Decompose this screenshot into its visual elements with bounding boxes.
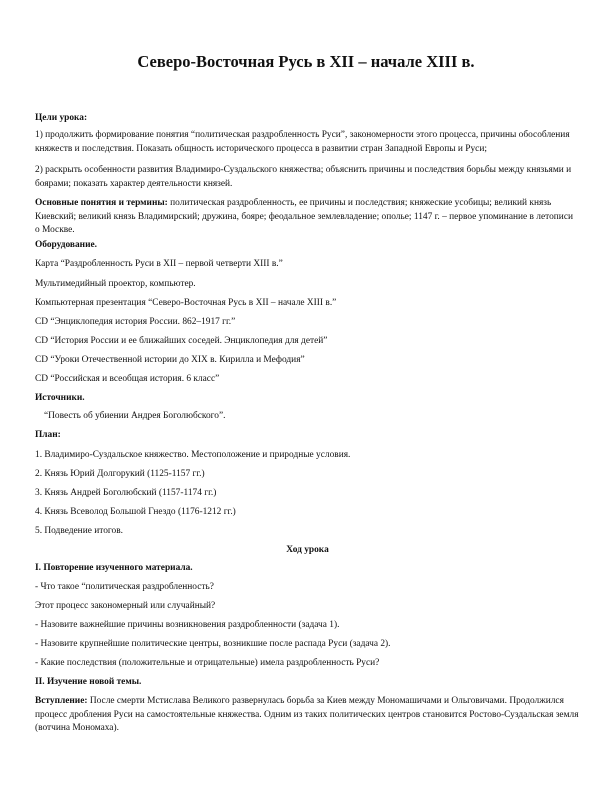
equipment-item: CD “Уроки Отечественной истории до XIX в. Кирилла и Мефодия” xyxy=(35,355,305,365)
sources-item: “Повесть об убиении Андрея Боголюбского”. xyxy=(44,411,226,421)
equipment-heading: Оборудование. xyxy=(35,240,97,250)
terms-label: Основные понятия и термины: xyxy=(35,198,168,208)
intro-text: После смерти Мстислава Великого развернулась борьба за Киев между Мономашичами и Ольговичами. Продолжился процесс дробления Руси на самостоятельные княжества. Одним из таких политических центров становится Ростово-Суздальская земля (вотчина Мономаха). xyxy=(35,696,579,734)
document-title: Северо-Восточная Русь в XII – начале XIII в. xyxy=(137,52,475,71)
question-item: - Назовите крупнейшие политические центры, возникшие после распада Руси (задача 2). xyxy=(35,639,391,649)
question-item: Этот процесс закономерный или случайный? xyxy=(35,601,216,611)
goal-item-2: 2) раскрыть особенности развития Владимиро-Суздальского княжества; объяснить причины и последствия борьбы между князьями и боярами; показать характер деятельности князей. xyxy=(35,165,572,189)
question-item: - Какие последствия (положительные и отрицательные) имела раздробленность Руси? xyxy=(35,658,380,668)
question-item: - Назовите важнейшие причины возникновения раздробленности (задача 1). xyxy=(35,620,340,630)
equipment-item: Мультимедийный проектор, компьютер. xyxy=(35,279,196,289)
equipment-item: Карта “Раздробленность Руси в XII – первой четверти XIII в.” xyxy=(35,259,283,269)
plan-item: 4. Князь Всеволод Большой Гнездо (1176-1212 гг.) xyxy=(35,507,236,517)
plan-item: 2. Князь Юрий Долгорукий (1125-1157 гг.) xyxy=(35,469,205,479)
course-heading: Ход урока xyxy=(286,545,329,555)
goal-item-1: 1) продолжить формирование понятия “политическая раздробленность Руси”, закономерности этого процесса, причины обособления княжеств и последствия. Показать общность исторического процесса в развитии стран Западной Европы и Руси; xyxy=(35,130,570,154)
sources-heading: Источники. xyxy=(35,393,85,403)
equipment-item: Компьютерная презентация “Северо-Восточная Русь в XII – начале XIII в.” xyxy=(35,298,337,308)
intro-label: Вступление: xyxy=(35,696,88,706)
plan-heading: План: xyxy=(35,430,61,440)
section-2-heading: II. Изучение новой темы. xyxy=(35,677,142,687)
equipment-item: CD “Российская и всеобщая история. 6 класс” xyxy=(35,374,220,384)
plan-item: 5. Подведение итогов. xyxy=(35,526,123,536)
section-1-heading: I. Повторение изученного материала. xyxy=(35,563,193,573)
plan-item: 3. Князь Андрей Боголюбский (1157-1174 гг.) xyxy=(35,488,217,498)
intro-paragraph xyxy=(35,695,580,736)
plan-item: 1. Владимиро-Суздальское княжество. Местоположение и природные условия. xyxy=(35,450,351,460)
equipment-item: CD “История России и ее ближайших соседей. Энциклопедия для детей” xyxy=(35,336,328,346)
terms-paragraph xyxy=(35,197,580,238)
goals-heading: Цели урока: xyxy=(35,113,88,123)
question-item: - Что такое “политическая раздробленность? xyxy=(35,582,214,592)
equipment-item: CD “Энциклопедия история России. 862–1917 гг.” xyxy=(35,317,236,327)
terms-text: политическая раздробленность, ее причины и последствия; княжеские усобицы; великий князь Киевский; великий князь Владимирский; дружина, бояре; феодальное землевладение; ополье; 1147 г. – первое упоминание в летописи о Москве. xyxy=(35,198,574,236)
